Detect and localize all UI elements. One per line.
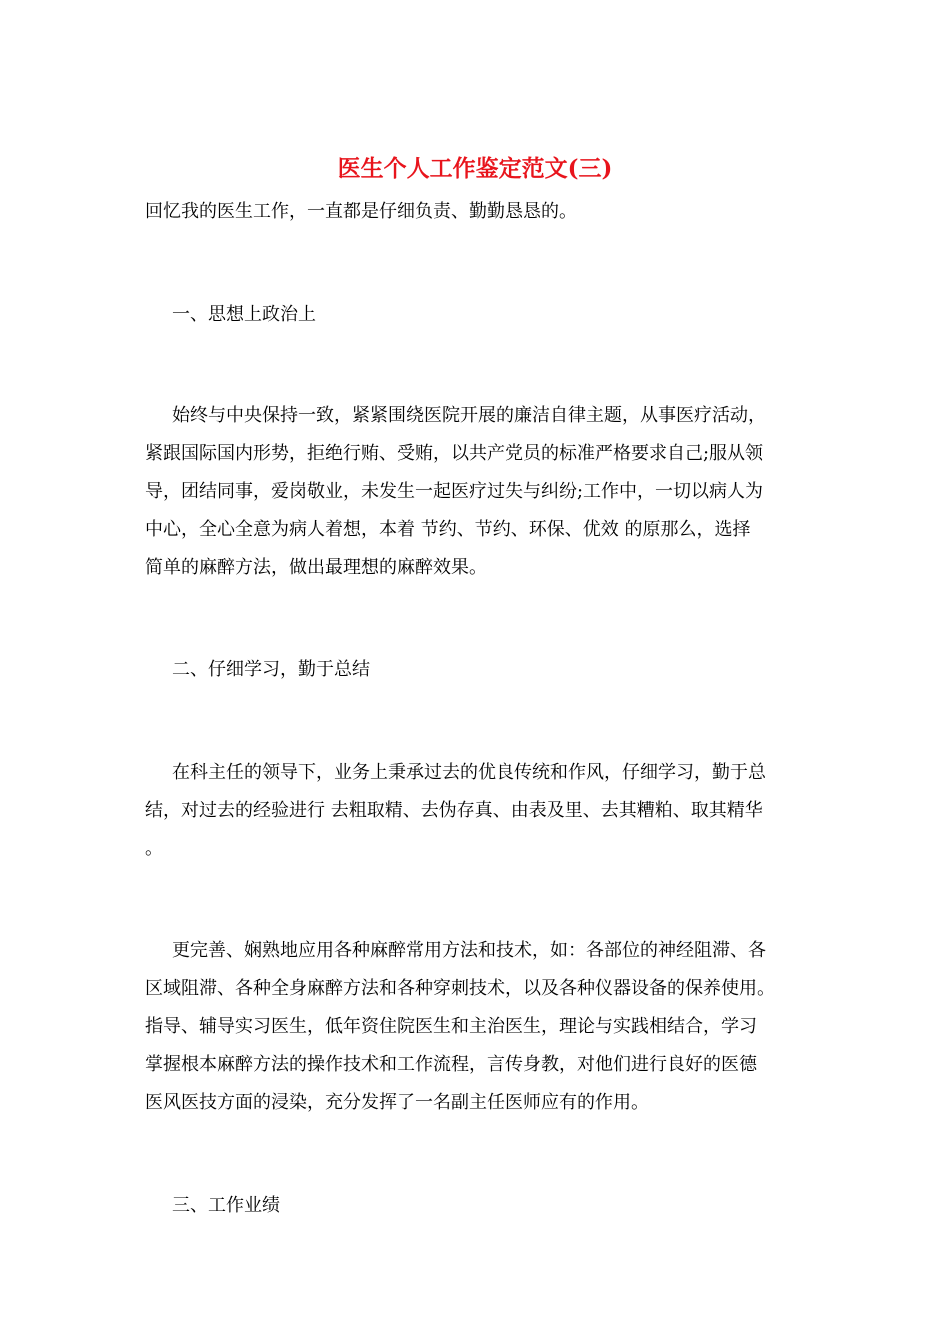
- paragraph-line: 。: [145, 838, 163, 859]
- intro-text: 回忆我的医生工作，一直都是仔细负责、勤勤恳恳的。: [145, 201, 577, 222]
- paragraph-line: 结，对过去的经验进行 去粗取精、去伪存真、由表及里、去其糟粕、取其精华: [145, 800, 763, 821]
- paragraph-line: 更完善、娴熟地应用各种麻醉常用方法和技术，如：各部位的神经阻滞、各: [172, 940, 766, 961]
- paragraph-line: 始终与中央保持一致，紧紧围绕医院开展的廉洁自律主题，从事医疗活动，: [172, 405, 766, 426]
- section-heading-1: 一、思想上政治上: [172, 304, 316, 325]
- paragraph-line: 简单的麻醉方法，做出最理想的麻醉效果。: [145, 557, 487, 578]
- section-heading-3: 三、工作业绩: [172, 1195, 280, 1216]
- paragraph-line: 导，团结同事，爱岗敬业，未发生一起医疗过失与纠纷;工作中，一切以病人为: [145, 481, 764, 502]
- section-heading-2: 二、仔细学习，勤于总结: [172, 659, 370, 680]
- paragraph-line: 在科主任的领导下，业务上秉承过去的优良传统和作风，仔细学习，勤于总: [172, 762, 766, 783]
- document-title: 医生个人工作鉴定范文(三): [337, 155, 613, 182]
- paragraph-line: 医风医技方面的浸染，充分发挥了一名副主任医师应有的作用。: [145, 1092, 649, 1113]
- paragraph-line: 指导、辅导实习医生，低年资住院医生和主治医生，理论与实践相结合，学习: [145, 1016, 757, 1037]
- paragraph-line: 掌握根本麻醉方法的操作技术和工作流程，言传身教，对他们进行良好的医德: [145, 1054, 757, 1075]
- paragraph-line: 区域阻滞、各种全身麻醉方法和各种穿刺技术，以及各种仪器设备的保养使用。: [145, 978, 775, 999]
- paragraph-line: 紧跟国际国内形势，拒绝行贿、受贿，以共产党员的标准严格要求自己;服从领: [145, 443, 764, 464]
- paragraph-line: 中心，全心全意为病人着想，本着 节约、节约、环保、优效 的原那么，选择: [145, 519, 751, 540]
